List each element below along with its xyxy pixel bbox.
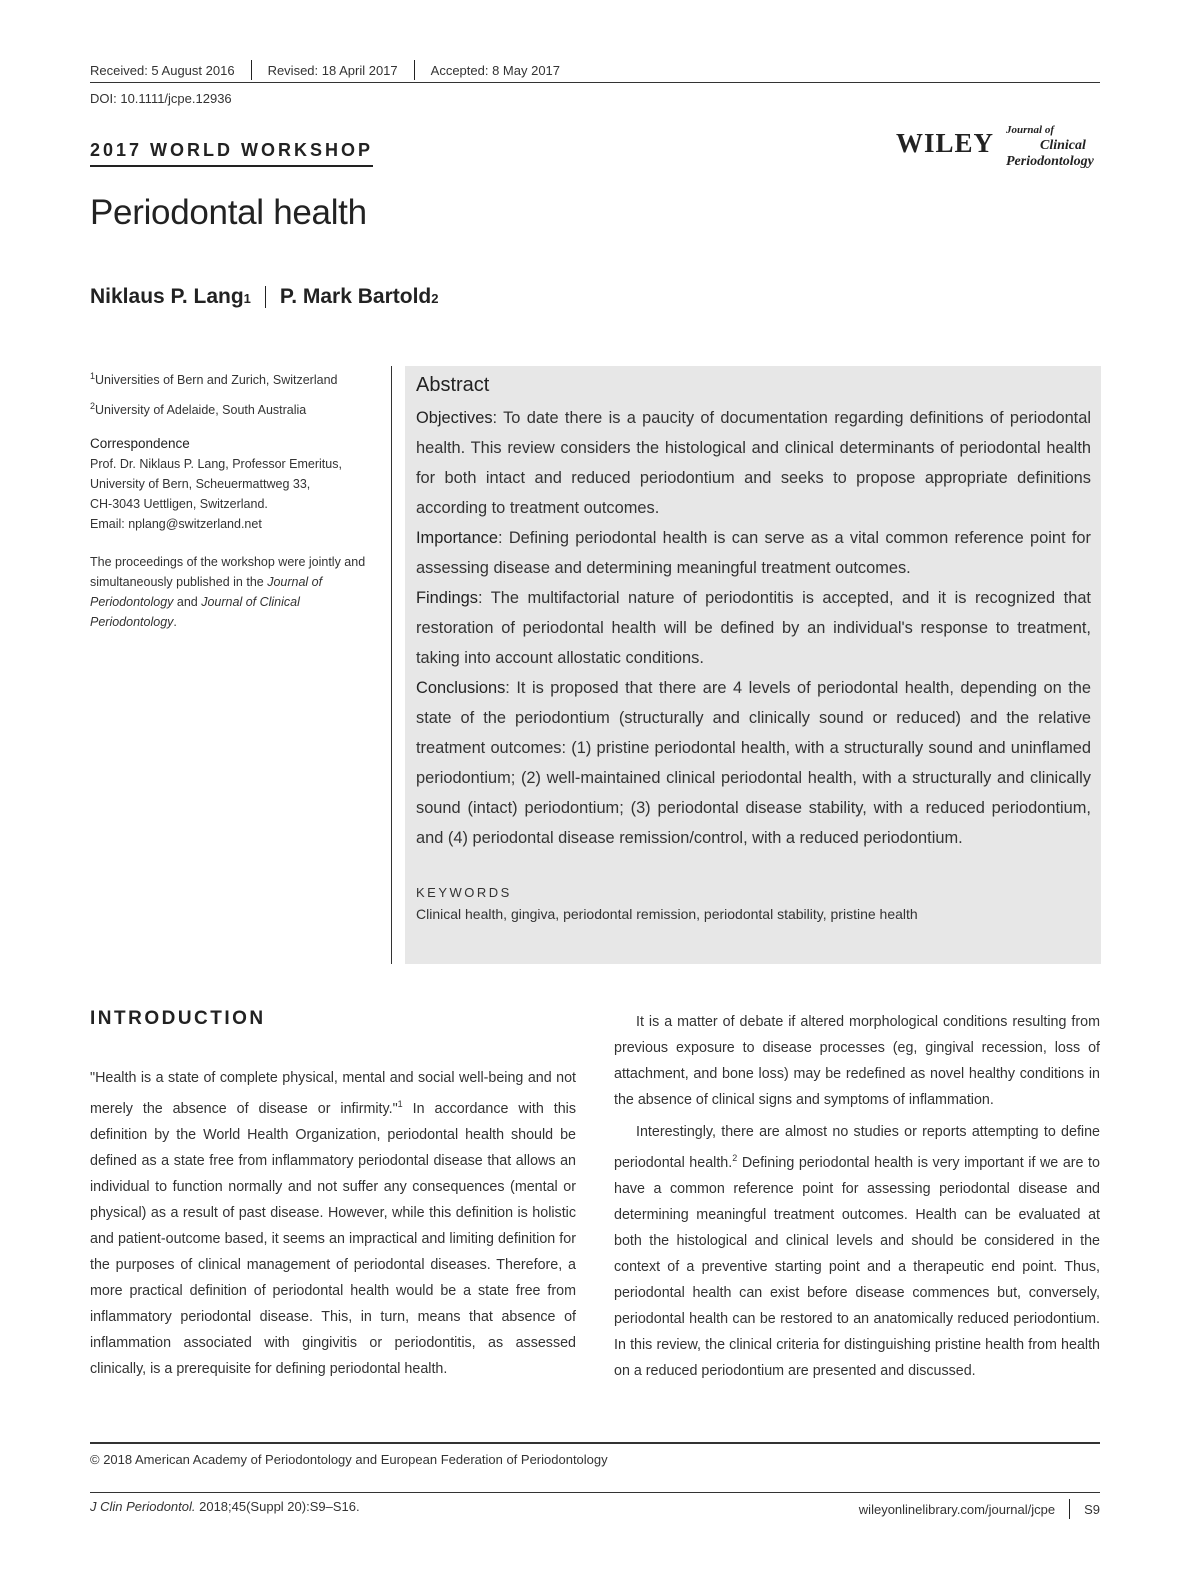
correspondence-email[interactable]: Email: nplang@switzerland.net: [90, 517, 262, 532]
accepted-date: Accepted: 8 May 2017: [430, 62, 561, 78]
note-text: and: [173, 595, 202, 610]
body-column-left: [90, 1065, 576, 1382]
citation: [90, 1499, 360, 1514]
body-paragraph: [614, 1119, 1100, 1384]
body-text: Defining periodontal health is very important if we are to have a common reference point for assessing periodontal disease and determining meaningful treatment outcomes. Health can be evaluated at both the histological and clinical levels and should be considered in the context of a preventive starting point and a therapeutic end point. Thus, periodontal health can exist before disease commences but, conversely, periodontal health can be restored to an anatomically reduced periodontium. In this review, the clinical criteria for distinguishing pristine health from health on a reduced periodontium are presented and discussed.: [614, 1154, 1100, 1379]
affiliation-text: University of Adelaide, South Australia: [95, 403, 307, 418]
affiliation-number: 2: [90, 401, 96, 412]
correspondence-line: University of Bern, Scheuermattweg 33,: [90, 477, 311, 492]
abstract-objectives: [416, 403, 1091, 523]
footer-rule: [90, 1442, 1100, 1444]
note-text: .: [173, 615, 177, 630]
abstract-box: [405, 366, 1101, 964]
header-rule: [90, 82, 1100, 83]
revised-date: Revised: 18 April 2017: [267, 62, 398, 78]
journal-logo-line: Clinical: [1040, 138, 1086, 153]
abstract-label: Conclusions: [416, 679, 506, 697]
divider: [414, 60, 415, 80]
author-affiliation-ref: 1: [243, 291, 251, 306]
introduction-heading: INTRODUCTION: [90, 1008, 266, 1029]
abstract-label: Importance: [416, 529, 498, 547]
column-divider: [391, 366, 392, 964]
journal-url[interactable]: wileyonlinelibrary.com/journal/jcpe: [858, 1501, 1056, 1517]
divider: [251, 60, 252, 80]
journal-logo: [1006, 122, 1102, 170]
divider: [265, 286, 266, 308]
doi: DOI: 10.1111/jcpe.12936: [90, 91, 232, 106]
body-column-right: [614, 1009, 1100, 1384]
affiliation-number: 1: [90, 371, 96, 381]
divider: [1069, 1499, 1070, 1519]
body-text: "Health is a state of complete physical, mental and social well-being and not merely the absence of disease or infirmity.": [90, 1070, 576, 1117]
affiliation: [90, 366, 380, 390]
page-number: S9: [1084, 1501, 1100, 1517]
abstract-text: : Defining periodontal health is can serve as a vital common reference point for assessing disease and determining meaningful treatment outcomes.: [416, 529, 1091, 577]
abstract-label: Objectives: [416, 409, 493, 427]
abstract-text: : The multifactorial nature of periodontitis is accepted, and it is recognized that restoration of periodontal health will be defined by an individual's response to treatment, taking into account allostatic conditions.: [416, 589, 1091, 667]
abstract-findings: [416, 583, 1091, 673]
keywords-list: Clinical health, gingiva, periodontal remission, periodontal stability, pristine health: [416, 906, 918, 922]
footer-right: [859, 1499, 1100, 1519]
journal-logo-line: Periodontology: [1006, 154, 1094, 169]
reference-link[interactable]: 2: [732, 1153, 738, 1163]
journal-logo-line: Journal of: [1006, 124, 1054, 136]
citation-details: 2018;45(Suppl 20):S9–S16.: [195, 1499, 360, 1514]
abstract-importance: [416, 523, 1091, 583]
abstract-heading: Abstract: [416, 374, 490, 396]
journal-name: Journal of Periodontology: [90, 575, 323, 610]
journal-name: Journal of Clinical Periodontology: [90, 595, 300, 630]
proceedings-note: [90, 552, 380, 632]
copyright: © 2018 American Academy of Periodontology and European Federation of Periodontology: [90, 1452, 608, 1467]
abstract-label: Findings: [416, 589, 478, 607]
note-text: The proceedings of the workshop were jointly and simultaneously published in the: [90, 555, 366, 590]
footer-rule: [90, 1492, 1100, 1493]
sidebar: [90, 366, 380, 632]
body-paragraph: It is a matter of debate if altered morphological conditions resulting from previous exposure to disease processes (eg, gingival recession, loss of attachment, and bone loss) may be redefined as novel healthy conditions in the absence of clinical signs and symptoms of inflammation.: [614, 1014, 1100, 1108]
abstract-text: : To date there is a paucity of documentation regarding definitions of periodontal health. This review considers the histological and clinical determinants of periodontal health for both intact and reduced periodontium and seeks to propose appropriate definitions according to treatment outcomes.: [416, 409, 1091, 517]
body-text: Interestingly, there are almost no studies or reports attempting to define periodontal health.: [614, 1124, 1100, 1171]
reference-link[interactable]: 1: [397, 1099, 403, 1109]
keywords-heading: KEYWORDS: [416, 885, 512, 900]
citation-journal: J Clin Periodontol.: [90, 1499, 196, 1514]
correspondence-heading: Correspondence: [90, 436, 190, 452]
article-title: Periodontal health: [90, 193, 367, 232]
author-affiliation-ref: 2: [431, 291, 439, 306]
correspondence-line: CH-3043 Uettligen, Switzerland.: [90, 497, 268, 512]
author-list: [90, 285, 438, 309]
abstract-text: : It is proposed that there are 4 levels of periodontal health, depending on the state of the periodontium (structurally and clinically sound or reduced) and the relative treatment outcomes: (1) pristine periodontal health, with a structurally sound and uninflamed periodontium; (2) well-maintained clinical periodontal health, with a structurally and clinically sound (intact) periodontium; (3) periodontal disease stability, with a reduced periodontium, and (4) periodontal disease remission/control, with a reduced periodontium.: [416, 679, 1091, 847]
section-label: 2017 WORLD WORKSHOP: [90, 140, 373, 167]
affiliation-text: Universities of Bern and Zurich, Switzerland: [95, 373, 338, 388]
received-date: Received: 5 August 2016: [90, 62, 235, 78]
author-name: P. Mark Bartold: [279, 285, 432, 308]
affiliation: [90, 396, 380, 420]
correspondence-line: Prof. Dr. Niklaus P. Lang, Professor Emeritus,: [90, 457, 342, 472]
author-name: Niklaus P. Lang: [90, 285, 244, 308]
abstract-conclusions: [416, 673, 1091, 853]
body-paragraph: [90, 1065, 576, 1382]
body-text: In accordance with this definition by the World Health Organization, periodontal health should be defined as a state free from inflammatory periodontal disease that allows an individual to function normally and not suffer any consequences (mental or physical) as a result of past disease. However, while this definition is holistic and patient-outcome based, it seems an impractical and limiting definition for the purposes of clinical management of periodontal diseases. Therefore, a more practical definition of periodontal health would be a state free from inflammatory periodontal disease. This, in turn, means that absence of inflammation associated with gingivitis or periodontitis, as assessed clinically, is a prerequisite for defining periodontal health.: [90, 1100, 576, 1377]
publisher-logo: WILEY: [896, 128, 995, 158]
article-history: [90, 60, 560, 80]
